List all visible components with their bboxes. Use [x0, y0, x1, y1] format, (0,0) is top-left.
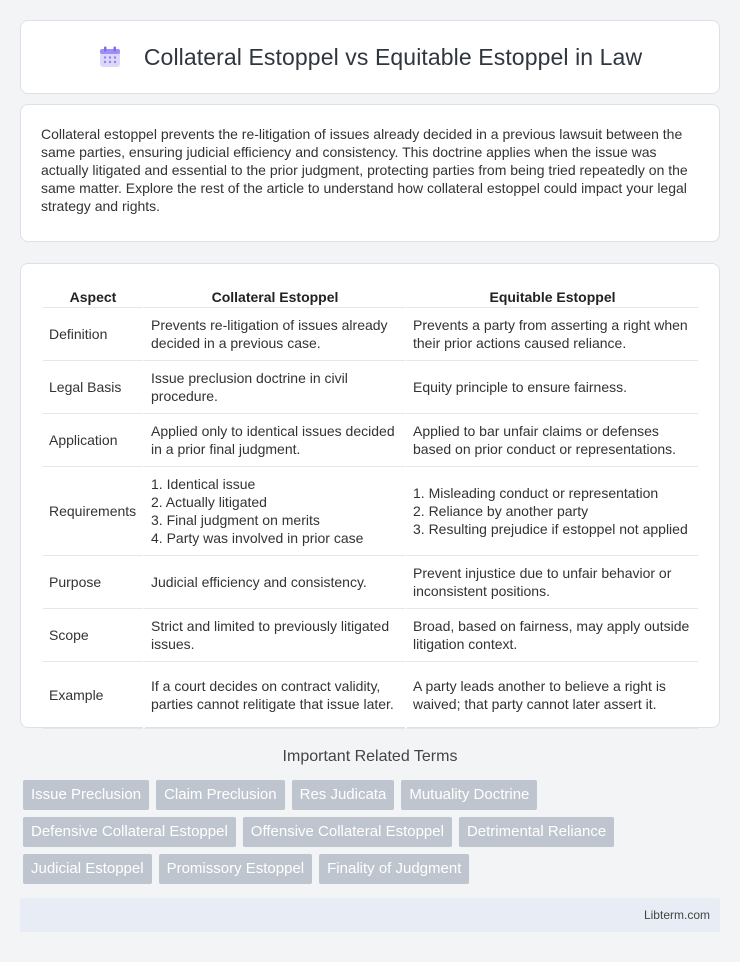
requirement-item: 2. Actually litigated — [151, 494, 267, 510]
related-term-tag[interactable]: Judicial Estoppel — [23, 854, 152, 884]
requirement-item: 3. Resulting prejudice if estoppel not applied — [413, 521, 688, 537]
header-card — [20, 20, 720, 94]
header-aspect: Aspect — [43, 284, 143, 308]
related-term-tag[interactable]: Mutuality Doctrine — [401, 780, 537, 810]
row-collateral: If a court decides on contract validity, parties cannot relitigate that issue later. — [143, 662, 405, 729]
related-term-tag[interactable]: Detrimental Reliance — [459, 817, 614, 847]
related-term-tag[interactable]: Claim Preclusion — [156, 780, 285, 810]
table-row — [43, 361, 698, 414]
related-term-tag[interactable]: Res Judicata — [292, 780, 395, 810]
row-aspect: Example — [43, 662, 143, 729]
row-collateral: Applied only to identical issues decided in a prior final judgment. — [143, 414, 405, 467]
table-row — [43, 414, 698, 467]
row-equitable: Broad, based on fairness, may apply outside litigation context. — [405, 609, 698, 662]
footer-site-link[interactable]: Libterm.com — [643, 908, 710, 922]
row-aspect: Application — [43, 414, 143, 467]
requirement-item: 1. Identical issue — [151, 476, 256, 492]
related-term-tag[interactable]: Finality of Judgment — [319, 854, 469, 884]
row-equitable — [405, 467, 698, 556]
table-row — [43, 308, 698, 361]
row-collateral: Issue preclusion doctrine in civil procedure. — [143, 361, 405, 414]
header-collateral-estoppel: Collateral Estoppel — [143, 284, 405, 308]
related-term-tag[interactable]: Issue Preclusion — [23, 780, 149, 810]
table-header-row — [43, 284, 698, 308]
table-row — [43, 556, 698, 609]
related-term-tag[interactable]: Promissory Estoppel — [159, 854, 313, 884]
row-collateral: Prevents re-litigation of issues already decided in a previous case. — [143, 308, 405, 361]
header-equitable-estoppel: Equitable Estoppel — [405, 284, 698, 308]
requirement-item: 1. Misleading conduct or representation — [413, 485, 659, 501]
row-equitable: Prevents a party from asserting a right when their prior actions caused reliance. — [405, 308, 698, 361]
page-title: Collateral Estoppel vs Equitable Estoppel in Law — [143, 43, 643, 70]
table-row — [43, 467, 698, 556]
row-aspect: Scope — [43, 609, 143, 662]
requirement-item: 4. Party was involved in prior case — [151, 530, 364, 546]
table-row — [43, 609, 698, 662]
row-equitable: A party leads another to believe a right is waived; that party cannot later assert it. — [405, 662, 698, 729]
comparison-table-card — [20, 263, 720, 728]
row-collateral: Judicial efficiency and consistency. — [143, 556, 405, 609]
row-aspect: Requirements — [43, 467, 143, 556]
intro-paragraph: Collateral estoppel prevents the re-litigation of issues already decided in a previous lawsuit between the same parties, ensuring judicial efficiency and consistency. This doctrine applies when the issue was actually litigated and essential to the prior judgment, protecting parties from being tried repeatedly on the same matter. Explore the rest of the article to understand how collateral estoppel could impact your legal strategy and rights. — [41, 126, 688, 214]
footer — [20, 898, 720, 932]
comparison-table — [43, 284, 698, 729]
row-equitable: Applied to bar unfair claims or defenses based on prior conduct or representations. — [405, 414, 698, 467]
requirement-item: 2. Reliance by another party — [413, 503, 589, 519]
related-term-tag[interactable]: Defensive Collateral Estoppel — [23, 817, 236, 847]
calendar-icon — [98, 45, 122, 69]
related-terms-title: Important Related Terms — [282, 748, 458, 765]
row-equitable: Prevent injustice due to unfair behavior or inconsistent positions. — [405, 556, 698, 609]
row-aspect: Definition — [43, 308, 143, 361]
row-collateral: Strict and limited to previously litigated issues. — [143, 609, 405, 662]
row-collateral — [143, 467, 405, 556]
intro-card — [20, 104, 720, 242]
row-aspect: Legal Basis — [43, 361, 143, 414]
table-row — [43, 662, 698, 729]
row-equitable: Equity principle to ensure fairness. — [405, 361, 698, 414]
related-term-tag[interactable]: Offensive Collateral Estoppel — [243, 817, 452, 847]
related-terms-list — [23, 780, 723, 884]
requirement-item: 3. Final judgment on merits — [151, 512, 320, 528]
row-aspect: Purpose — [43, 556, 143, 609]
